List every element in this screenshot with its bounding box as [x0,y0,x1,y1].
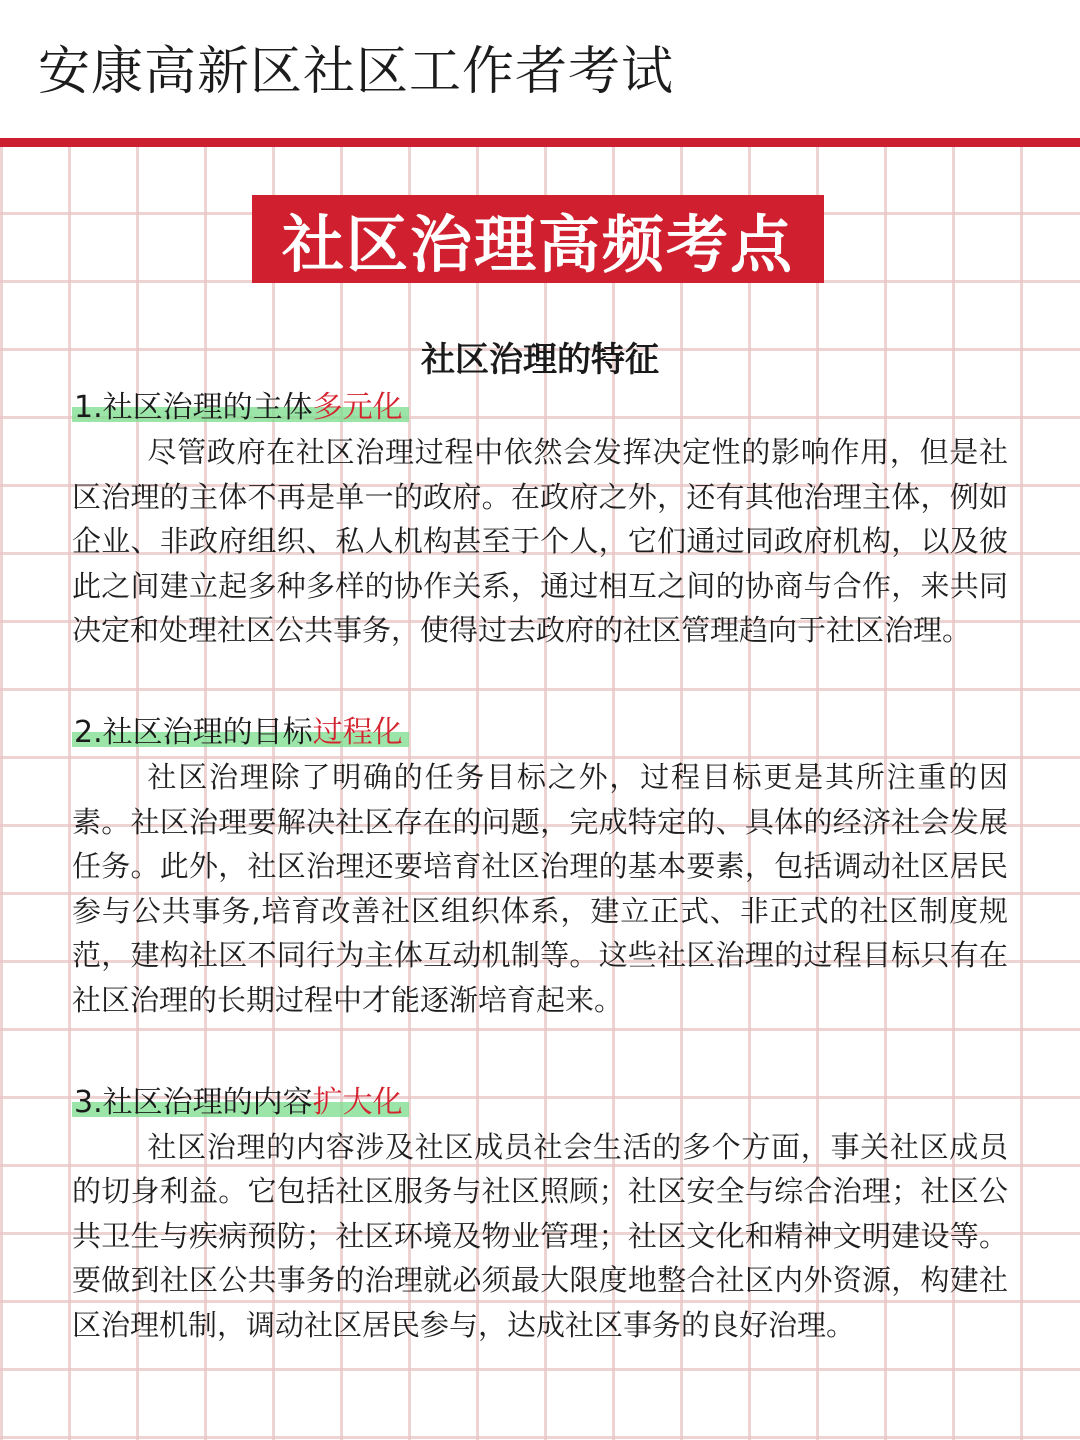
point-heading [72,388,1008,428]
point-heading [72,1083,1008,1123]
point-2 [72,713,1008,1023]
heading-prefix: 1.社区治理的主体 [74,390,313,425]
heading-emphasis: 扩大化 [312,1084,403,1120]
heading-highlight [72,715,409,750]
heading-emphasis: 多元化 [312,390,403,425]
point-body: 社区治理除了明确的任务目标之外，过程目标更是其所注重的因素。社区治理要解决社区存在的问题，完成特定的、具体的经济社会发展任务。此外，社区治理还要培育社区治理的基本要素，包括调动社区居民参与公共事务,培育改善社区组织体系，建立正式、非正式的社区制度规范，建构社区不同行为主体互动机制等。这些社区治理的过程目标只有在社区治理的长期过程中才能逐渐培育起来。 [72,759,1008,1017]
point-body: 尽管政府在社区治理过程中依然会发挥决定性的影响作用，但是社区治理的主体不再是单一的政府。在政府之外，还有其他治理主体，例如企业、非政府组织、私人机构甚至于个人，它们通过同政府机构，以及彼此之间建立起多种多样的协作关系，通过相互之间的协商与合作，来共同决定和处理社区公共事务，使得过去政府的社区管理趋向于社区治理。 [72,435,1008,648]
main-content [72,334,1008,1348]
heading-prefix: 3.社区治理的内容 [74,1084,313,1120]
page-title: 安康高新区社区工作者考试 [38,42,675,102]
banner-title: 社区治理高频考点 [281,207,794,281]
heading-highlight [72,1085,409,1120]
point-3 [72,1083,1008,1348]
point-body: 社区治理的内容涉及社区成员社会生活的多个方面，事关社区成员的切身利益。它包括社区服务与社区照顾；社区安全与综合治理；社区公共卫生与疾病预防；社区环境及物业管理；社区文化和精神文明建设等。要做到社区公共事务的治理就必须最大限度地整合社区内外资源，构建社区治理机制，调动社区居民参与，达成社区事务的良好治理。 [72,1129,1008,1342]
section-title: 社区治理的特征 [421,340,659,380]
header-divider [0,138,1080,147]
title-banner [252,195,824,283]
page-header [0,0,1080,138]
heading-emphasis: 过程化 [312,714,403,750]
heading-prefix: 2.社区治理的目标 [74,714,313,750]
point-heading [72,713,1008,753]
heading-highlight [72,390,409,425]
point-1 [72,388,1008,653]
